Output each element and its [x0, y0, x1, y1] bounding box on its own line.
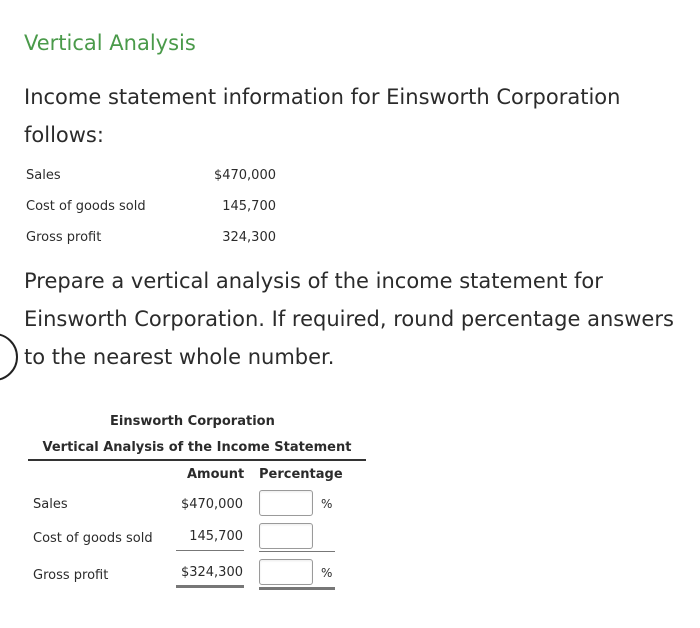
info-label: Cost of goods sold	[26, 199, 146, 214]
row-label-cogs: Cost of goods sold	[33, 531, 153, 546]
row-amount-cogs: 145,700	[189, 529, 243, 544]
statement-title: Vertical Analysis of the Income Statement	[42, 440, 352, 455]
row-amount-gross-profit: $324,300	[180, 565, 243, 580]
instructions-text: Prepare a vertical analysis of the income statement for Einsworth Corporation. If required, round percentage answers to the nearest whole number.	[24, 269, 674, 369]
percent-sign: %	[321, 497, 333, 511]
info-label: Sales	[26, 168, 61, 183]
percentage-input-sales[interactable]	[259, 490, 313, 516]
info-value: 145,700	[222, 199, 276, 214]
info-row-gross-profit	[26, 230, 276, 250]
subtotal-rule-percentage	[259, 551, 335, 552]
percent-sign: %	[321, 566, 333, 580]
page-title: Vertical Analysis	[24, 31, 196, 55]
row-amount-sales: $470,000	[180, 497, 243, 512]
info-value: 324,300	[222, 230, 276, 245]
row-label-sales: Sales	[33, 497, 68, 512]
intro-text: Income statement information for Einsworth Corporation follows:	[24, 85, 621, 147]
subtotal-rule-amount	[176, 550, 244, 551]
info-label: Gross profit	[26, 230, 102, 245]
info-row-cogs	[26, 199, 276, 219]
total-double-rule-amount	[176, 585, 244, 588]
percentage-column-header: Percentage	[259, 467, 343, 482]
statement-company: Einsworth Corporation	[110, 414, 275, 429]
info-value: $470,000	[213, 168, 276, 183]
selection-circle-marker	[0, 333, 18, 381]
info-row-sales	[26, 168, 276, 188]
amount-column-header: Amount	[187, 467, 245, 482]
total-double-rule-percentage	[259, 587, 335, 590]
row-label-gross-profit: Gross profit	[33, 568, 109, 583]
statement-title-rule	[28, 459, 366, 461]
percentage-input-cogs[interactable]	[259, 523, 313, 549]
percentage-input-gross-profit[interactable]	[259, 559, 313, 585]
